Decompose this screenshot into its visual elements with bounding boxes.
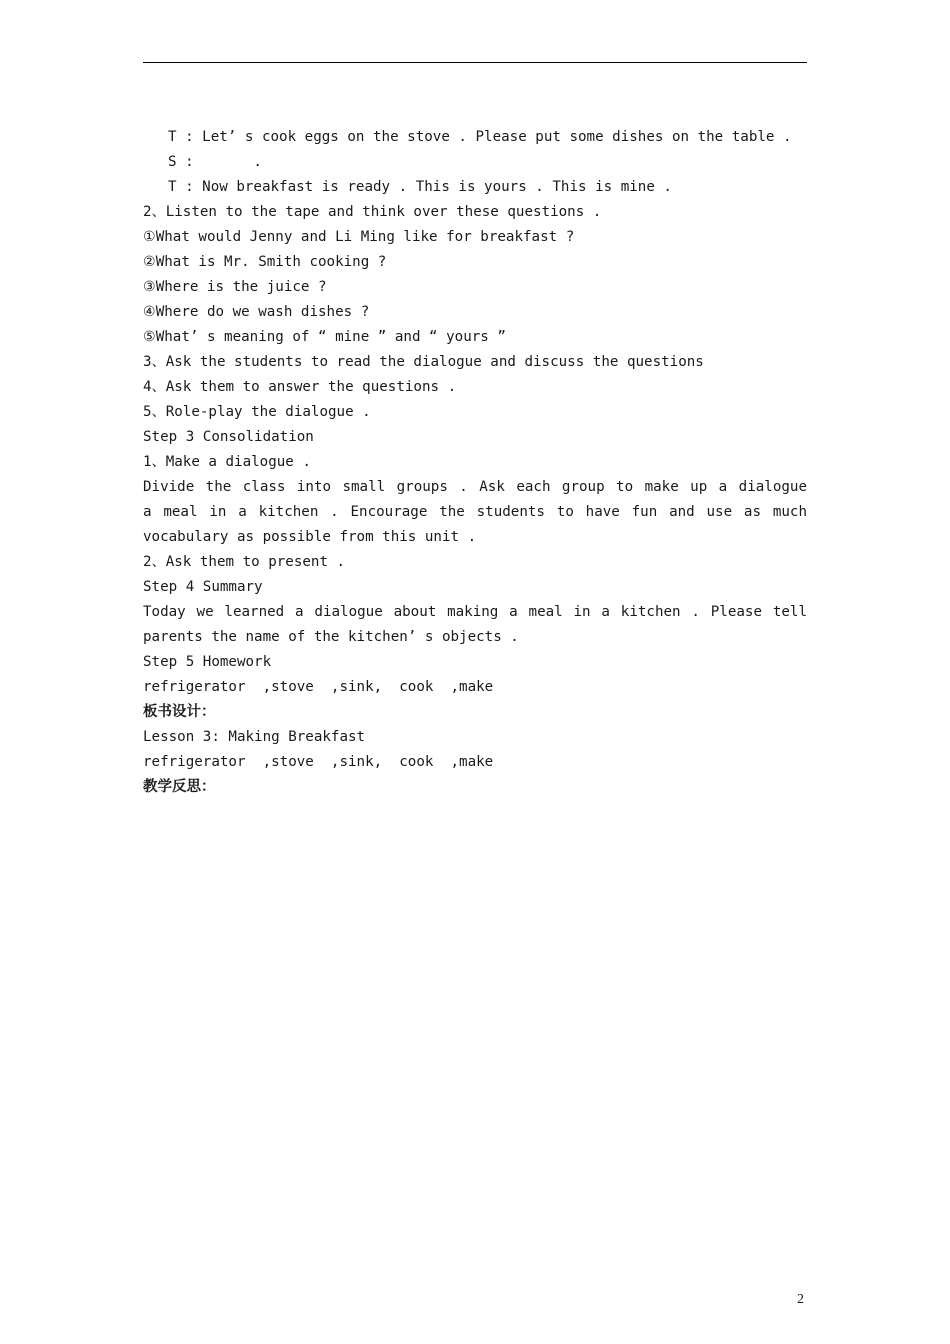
section-heading-board-design: 板书设计： <box>143 704 216 720</box>
section-heading-homework: Step 5 Homework <box>143 654 272 670</box>
board-vocabulary: refrigerator ,stove ,sink, cook ,make <box>143 754 494 770</box>
procedure-step-listen: 2、Listen to the tape and think over these questions . <box>143 204 602 220</box>
board-lesson-title: Lesson 3: Making Breakfast <box>143 729 366 745</box>
section-heading-reflection: 教学反思： <box>143 779 216 795</box>
procedure-step-read: 3、Ask the students to read the dialogue and discuss the questions <box>143 354 704 370</box>
question-3: ③Where is the juice ? <box>143 279 327 295</box>
consolidation-step-1: 1、Make a dialogue . <box>143 454 311 470</box>
procedure-step-role-play: 5、Role-play the dialogue . <box>143 404 371 420</box>
section-heading-summary: Step 4 Summary <box>143 579 263 595</box>
document-body <box>143 125 807 800</box>
homework-vocabulary: refrigerator ,stove ,sink, cook ,make <box>143 679 494 695</box>
header-rule <box>143 62 807 63</box>
consolidation-step-2: 2、Ask them to present . <box>143 554 346 570</box>
consolidation-paragraph-line-3: vocabulary as possible from this unit . <box>143 529 477 545</box>
section-heading-consolidation: Step 3 Consolidation <box>143 429 314 445</box>
summary-paragraph-line-2: parents the name of the kitchen’ s objects . <box>143 629 519 645</box>
question-4: ④Where do we wash dishes ? <box>143 304 370 320</box>
procedure-step-answer: 4、Ask them to answer the questions . <box>143 379 457 395</box>
page-number: 2 <box>797 1292 804 1307</box>
question-5: ⑤What’ s meaning of “ mine ” and “ yours ” <box>143 329 506 345</box>
dialogue-line-teacher-2: T : Now breakfast is ready . This is yours . This is mine . <box>168 179 672 195</box>
dialogue-line-student: S : . <box>168 154 262 170</box>
question-1: ①What would Jenny and Li Ming like for breakfast ? <box>143 229 575 245</box>
summary-paragraph-line-1: Today we learned a dialogue about making a meal in a kitchen . Please tell <box>143 604 807 620</box>
consolidation-paragraph-line-2: a meal in a kitchen . Encourage the students to have fun and use as much <box>143 504 807 520</box>
dialogue-line-teacher-1: T : Let’ s cook eggs on the stove . Please put some dishes on the table . <box>168 129 792 145</box>
consolidation-paragraph-line-1: Divide the class into small groups . Ask each group to make up a dialogue <box>143 479 807 495</box>
question-2: ②What is Mr. Smith cooking ? <box>143 254 387 270</box>
